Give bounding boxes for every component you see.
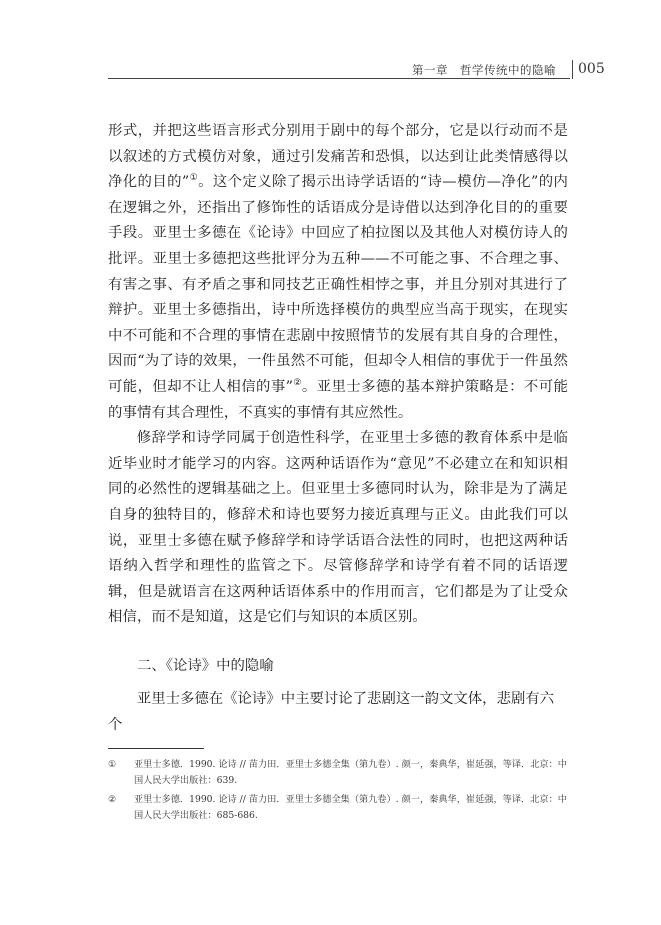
header-separator — [572, 60, 573, 79]
header-rule — [108, 78, 570, 79]
paragraph-1: 形式，并把这些语言形式分别用于剧中的每个部分，它是以行动而不是以叙述的方式模仿对象，通过引发痛苦和恐惧，以达到让此类情感得以净化的目的”①。这个定义除了揭示出诗学话语的“诗—模仿—净化”的内在逻辑之外，还指出了修饰性的话语成分是诗借以达到净化目的的重要手段。亚里士多德在《论诗》中回应了柏拉图以及其他人对模仿诗人的批评。亚里士多德把这些批评分为五种——不可能之事、不合理之事、有害之事、有矛盾之事和同技艺正确性相悖之事，并且分别对其进行了辩护。亚里士多德指出，诗中所选择模仿的典型应当高于现实，在现实中不可能和不合理的事情在悲剧中按照情节的发展有其自身的合理性，因而“为了诗的效果，一件虽然不可能，但却令人相信的事优于一件虽然可能，但却不让人相信的事”②。亚里士多德的基本辩护策略是：不可能的事情有其合理性，不真实的事情有其应然性。 — [108, 123, 568, 421]
footnote-mark: ① — [108, 759, 117, 770]
footnote-text: 亚里士多德．1990. 论诗 // 苗力田．亚里士多德全集（第九卷）. 颜一，秦典华，崔延强，等译．北京：中国人民大学出版社：639. — [134, 759, 567, 787]
body-text — [108, 119, 568, 631]
footnote-rule — [108, 748, 204, 749]
chapter-title: 第一章 哲学传统中的隐喻 — [412, 63, 556, 77]
footnote-1 — [108, 757, 568, 790]
paragraph-2: 修辞学和诗学同属于创造性科学，在亚里士多德的教育体系中是临近毕业时才能学习的内容。这两种话语作为“意见”不必建立在和知识相同的必然性的逻辑基础之上。但亚里士多德同时认为，除非是为了满足自身的独特目的，修辞术和诗也要努力接近真理与正义。由此我们可以说，亚里士多德在赋予修辞学和诗学话语合法性的同时，也把这两种话语纳入哲学和理性的监管之下。尽管修辞学和诗学有着不同的话语逻辑，但是就语言在这两种话语体系中的作用而言，它们都是为了让受众相信，而不是知道，这是它们与知识的本质区别。 — [108, 430, 568, 626]
footnote-text: 亚里士多德．1990. 论诗 // 苗力田．亚里士多德全集（第九卷）. 颜一，秦典华，崔延强，等译．北京：中国人民大学出版社：685-686. — [134, 793, 567, 822]
page-number: 005 — [578, 61, 605, 77]
footnote-ref-2[interactable]: ② — [293, 377, 302, 388]
footnote-mark: ② — [108, 793, 117, 805]
footnote-2 — [108, 792, 568, 825]
section-heading: 二、《论诗》中的隐喻 — [137, 658, 274, 674]
footnote-ref-1[interactable]: ① — [189, 173, 199, 184]
footnotes — [108, 757, 568, 827]
paragraph-3: 亚里士多德在《论诗》中主要讨论了悲剧这一韵文文体，悲剧有六个 — [108, 691, 555, 733]
running-header — [108, 56, 605, 80]
